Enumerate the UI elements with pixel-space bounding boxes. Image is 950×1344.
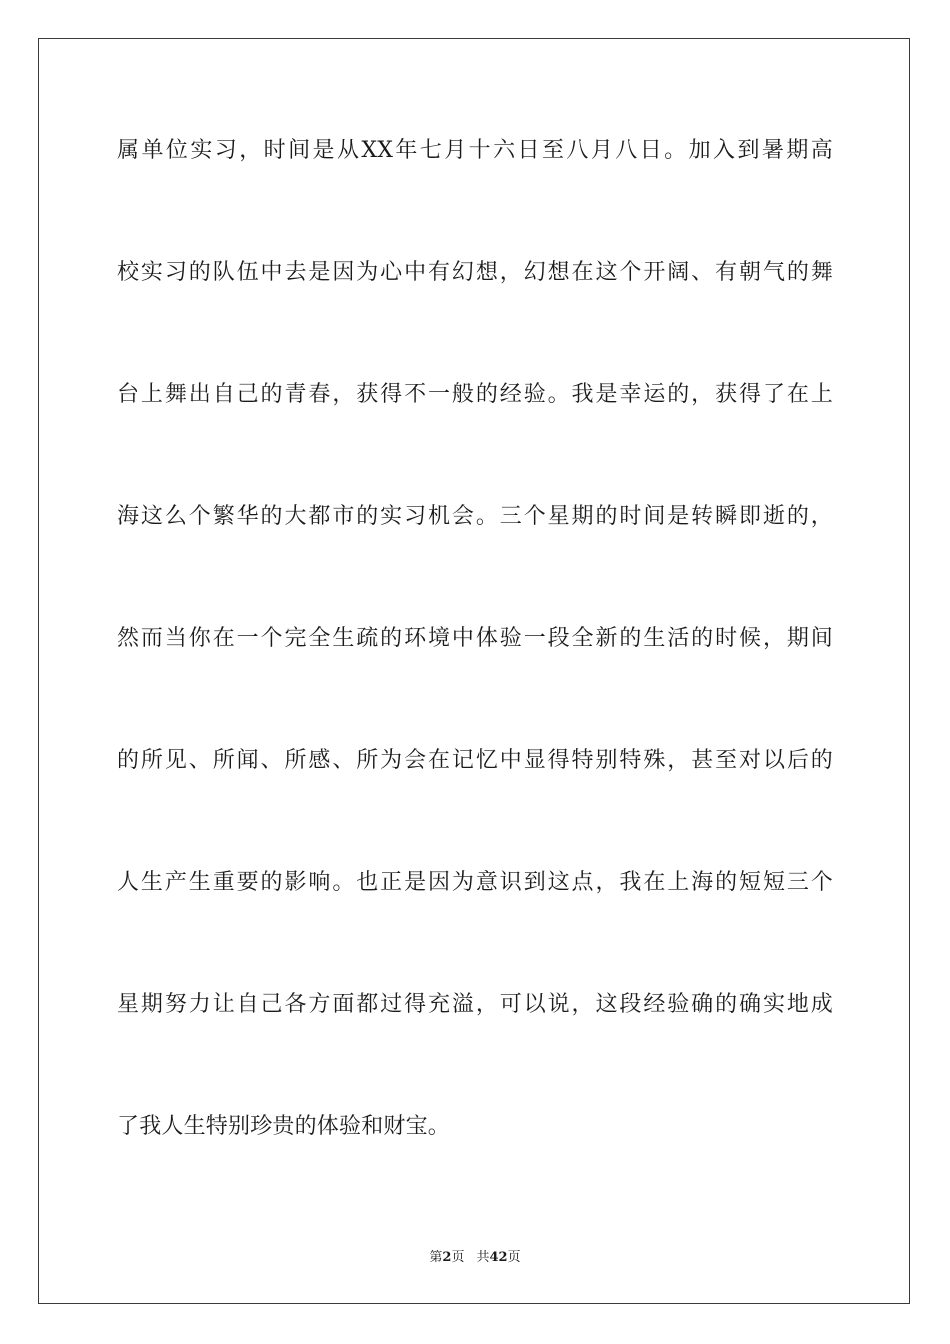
page-suffix: 页 bbox=[451, 1250, 465, 1265]
text-line-3: 台上舞出自己的青春，获得不一般的经验。我是幸运的，获得了在上 bbox=[117, 382, 833, 407]
text-line-7: 人生产生重要的影响。也正是因为意识到这点，我在上海的短短三个 bbox=[117, 870, 833, 895]
text-line-9: 了我人生特别珍贵的体验和财宝。 bbox=[117, 1114, 451, 1139]
text-line-1: 属单位实习，时间是从XX年七月十六日至八月八日。加入到暑期高 bbox=[117, 138, 833, 163]
total-pages: 42 bbox=[489, 1250, 508, 1265]
text-line-4: 海这么个繁华的大都市的实习机会。三个星期的时间是转瞬即逝的， bbox=[117, 504, 833, 529]
total-prefix: 共 bbox=[476, 1250, 490, 1265]
text-line-6: 的所见、所闻、所感、所为会在记忆中显得特别特殊，甚至对以后的 bbox=[117, 748, 833, 773]
text-line-5: 然而当你在一个完全生疏的环境中体验一段全新的生活的时候，期间 bbox=[117, 626, 833, 651]
text-line-2: 校实习的队伍中去是因为心中有幻想，幻想在这个开阔、有朝气的舞 bbox=[117, 260, 833, 285]
total-suffix: 页 bbox=[507, 1250, 521, 1265]
page-footer bbox=[0, 1246, 950, 1265]
document-body bbox=[117, 124, 833, 1222]
text-line-8: 星期努力让自己各方面都过得充溢，可以说，这段经验确的确实地成 bbox=[117, 992, 833, 1017]
page-number: 2 bbox=[442, 1250, 452, 1265]
page-prefix: 第 bbox=[429, 1250, 443, 1265]
